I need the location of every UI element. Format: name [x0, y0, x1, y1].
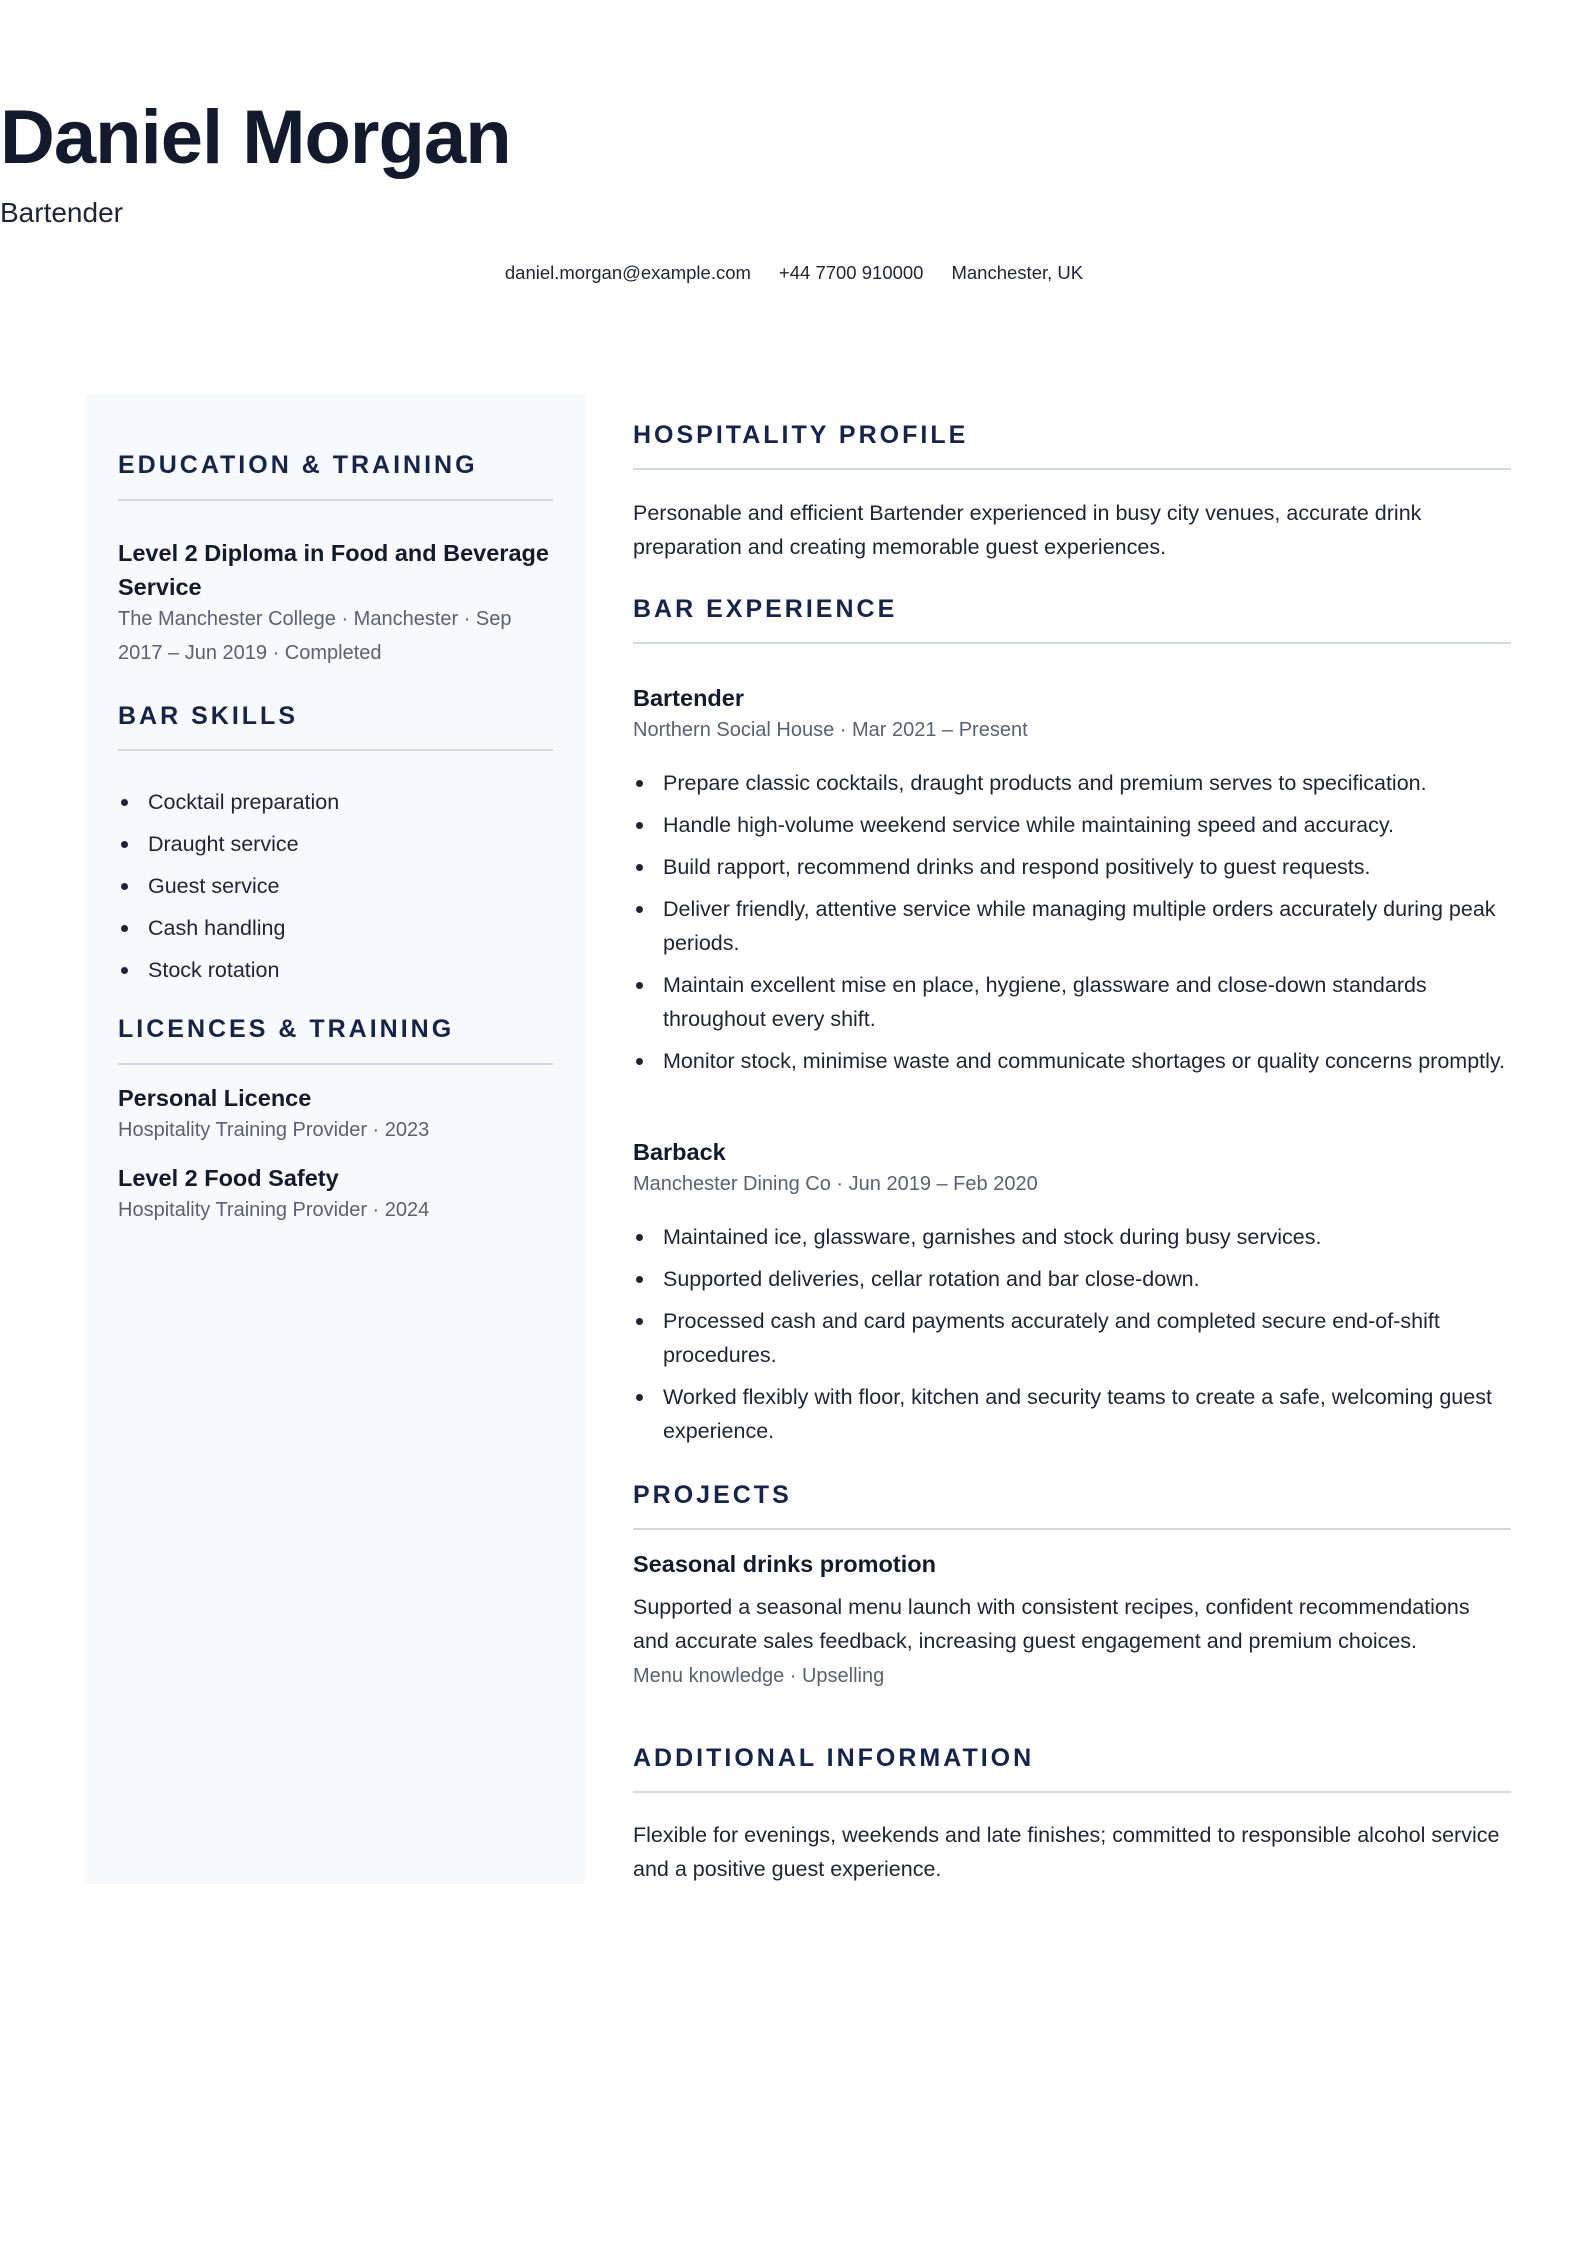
- job-bullet: Prepare classic cocktails, draught products and premium serves to specification.: [633, 766, 1511, 800]
- experience-title: BAR EXPERIENCE: [633, 595, 898, 623]
- candidate-role: Bartender: [0, 197, 123, 228]
- job-bullet: Monitor stock, minimise waste and communicate shortages or quality concerns promptly.: [633, 1044, 1511, 1078]
- job-role: Barback: [633, 1139, 726, 1165]
- job-meta: Manchester Dining Co · Jun 2019 – Feb 2020: [633, 1173, 1038, 1195]
- project-tags: Menu knowledge · Upselling: [633, 1665, 885, 1687]
- skills-divider: [118, 749, 553, 751]
- job-bullets: [633, 1220, 1511, 1448]
- experience-divider: [633, 642, 1511, 644]
- additional-text: Flexible for evenings, weekends and late finishes; committed to responsible alcohol service and a positive guest experience.: [633, 1823, 1500, 1881]
- skill-item: Guest service: [118, 869, 553, 903]
- skills-list: [118, 785, 553, 987]
- contact-row: [0, 261, 1588, 285]
- contact-phone[interactable]: +44 7700 910000: [778, 262, 924, 283]
- education-divider: [118, 499, 553, 501]
- contact-email[interactable]: daniel.morgan@example.com: [504, 262, 751, 283]
- licence-details: Hospitality Training Provider · 2023: [118, 1119, 430, 1141]
- skill-item: Cash handling: [118, 911, 553, 945]
- skill-item: Stock rotation: [118, 953, 553, 987]
- education-details: The Manchester College · Manchester · Sep 2017 – Jun 2019 · Completed: [118, 608, 512, 664]
- job-bullet: Maintained ice, glassware, garnishes and stock during busy services.: [633, 1220, 1511, 1254]
- licences-divider: [118, 1063, 553, 1065]
- skills-title: BAR SKILLS: [118, 702, 298, 730]
- additional-divider: [633, 1791, 1511, 1793]
- additional-title: ADDITIONAL INFORMATION: [633, 1744, 1035, 1772]
- licences-title: LICENCES & TRAINING: [118, 1015, 455, 1043]
- job-bullets: [633, 766, 1511, 1078]
- licence-name: Personal Licence: [118, 1085, 312, 1111]
- job-bullet: Build rapport, recommend drinks and respond positively to guest requests.: [633, 850, 1511, 884]
- job-meta: Northern Social House · Mar 2021 – Present: [633, 719, 1028, 741]
- job-bullet: Worked flexibly with floor, kitchen and security teams to create a safe, welcoming guest experience.: [633, 1380, 1511, 1448]
- skill-item: Cocktail preparation: [118, 785, 553, 819]
- candidate-name: Daniel Morgan: [0, 95, 511, 180]
- project-text: Supported a seasonal menu launch with consistent recipes, confident recommendations and accurate sales feedback, increasing guest engagement and premium choices.: [633, 1595, 1470, 1653]
- education-degree: Level 2 Diploma in Food and Beverage Service: [118, 540, 549, 600]
- job-bullet: Supported deliveries, cellar rotation and bar close-down.: [633, 1262, 1511, 1296]
- project-name: Seasonal drinks promotion: [633, 1551, 936, 1577]
- job-bullet: Handle high-volume weekend service while maintaining speed and accuracy.: [633, 808, 1511, 842]
- licence-details: Hospitality Training Provider · 2024: [118, 1199, 430, 1221]
- job-bullet: Maintain excellent mise en place, hygiene, glassware and close-down standards throughout every shift.: [633, 968, 1511, 1036]
- skill-item: Draught service: [118, 827, 553, 861]
- licence-name: Level 2 Food Safety: [118, 1165, 339, 1191]
- job-role: Bartender: [633, 685, 745, 711]
- profile-divider: [633, 468, 1511, 470]
- contact-location: Manchester, UK: [951, 262, 1084, 283]
- profile-text: Personable and efficient Bartender experienced in busy city venues, accurate drink preparation and creating memorable guest experiences.: [633, 501, 1422, 559]
- projects-divider: [633, 1528, 1511, 1530]
- projects-title: PROJECTS: [633, 1481, 792, 1509]
- profile-title: HOSPITALITY PROFILE: [633, 421, 969, 449]
- job-bullet: Deliver friendly, attentive service while managing multiple orders accurately during peak periods.: [633, 892, 1511, 960]
- job-bullet: Processed cash and card payments accurately and completed secure end-of-shift procedures.: [633, 1304, 1511, 1372]
- sidebar: [86, 394, 585, 1884]
- education-title: EDUCATION & TRAINING: [118, 451, 478, 479]
